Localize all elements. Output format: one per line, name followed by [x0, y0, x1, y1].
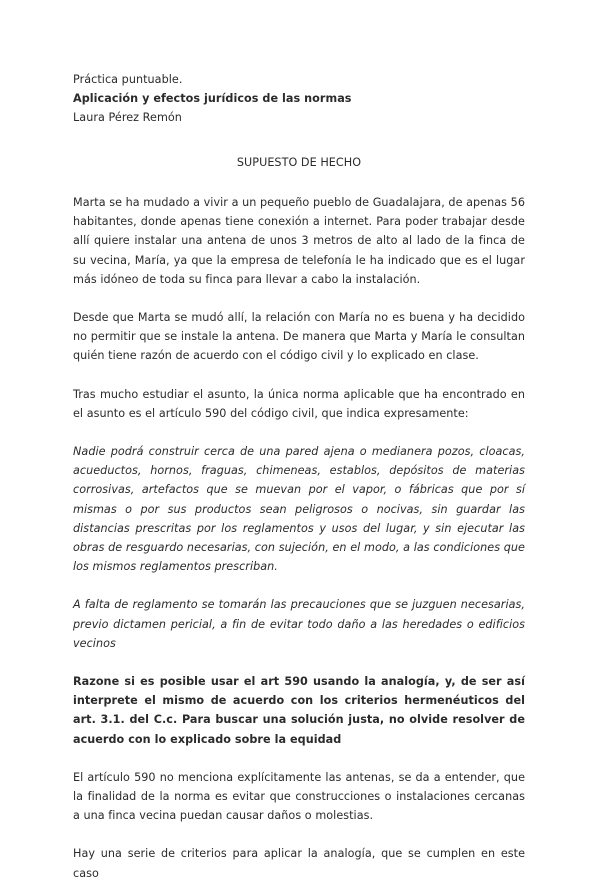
paragraph-answer-intro: El artículo 590 no menciona explícitamente las antenas, se da a entender, que la finalidad de la norma es evitar que construcciones o instalaciones cercanas a una finca vecina puedan causar daños o molestias. — [73, 770, 525, 823]
author-name: Laura Pérez Remón — [73, 111, 182, 124]
question-statement: Razone si es posible usar el art 590 usando la analogía, y, de ser así interprete el mismo de acuerdo con los criterios hermenéuticos del art. 3.1. del C.c. Para buscar una solución justa, no olvide resolver de acuerdo con lo explicado sobre la equidad — [73, 675, 525, 746]
assignment-type: Práctica puntuable. — [73, 73, 183, 86]
document-subject: Aplicación y efectos jurídicos de las normas — [73, 92, 352, 105]
paragraph-neighbor-conflict: Desde que Marta se mudó allí, la relación con María no es buena y ha decidido no permitir que se instale la antena. De manera que Marta y María le consultan quién tiene razón de acuerdo con el código civil y lo explicado en clase. — [73, 311, 525, 363]
section-title: SUPUESTO DE HECHO — [236, 156, 362, 169]
paragraph-analogy-criteria: Hay una serie de criterios para aplicar la analogía, que se cumplen en este caso — [73, 847, 525, 880]
document-page — [73, 70, 525, 883]
quote-article-590-second: A falta de reglamento se tomarán las precauciones que se juzguen necesarias, previo dictamen pericial, a fin de evitar todo daño a las heredades o edificios vecinos — [73, 598, 525, 650]
quote-article-590: Nadie podrá construir cerca de una pared ajena o medianera pozos, cloacas, acueductos, hornos, fraguas, chimeneas, establos, depósitos de materias corrosivas, artefactos que se muevan por el vapor, o fábricas que por sí mismas o por sus productos sean peligrosos o nocivas, sin guardar las distancias prescritas por los reglamentos y usos del lugar, y sin ejecutar las obras de resguardo necesarias, con sujeción, en el modo, a las condiciones que los mismos reglamentos prescriban. — [73, 445, 525, 574]
paragraph-case-facts: Marta se ha mudado a vivir a un pequeño pueblo de Guadalajara, de apenas 56 habitantes, donde apenas tiene conexión a internet. Para poder trabajar desde allí quiere instalar una antena de unos 3 metros de alto al lado de la finca de su vecina, María, ya que la empresa de telefonía le ha indicado que es el lugar más idóneo de toda su finca para llevar a cabo la instalación. — [73, 196, 525, 286]
paragraph-applicable-norm: Tras mucho estudiar el asunto, la única norma aplicable que ha encontrado en el asunto es el artículo 590 del código civil, que indica expresamente: — [73, 387, 525, 420]
